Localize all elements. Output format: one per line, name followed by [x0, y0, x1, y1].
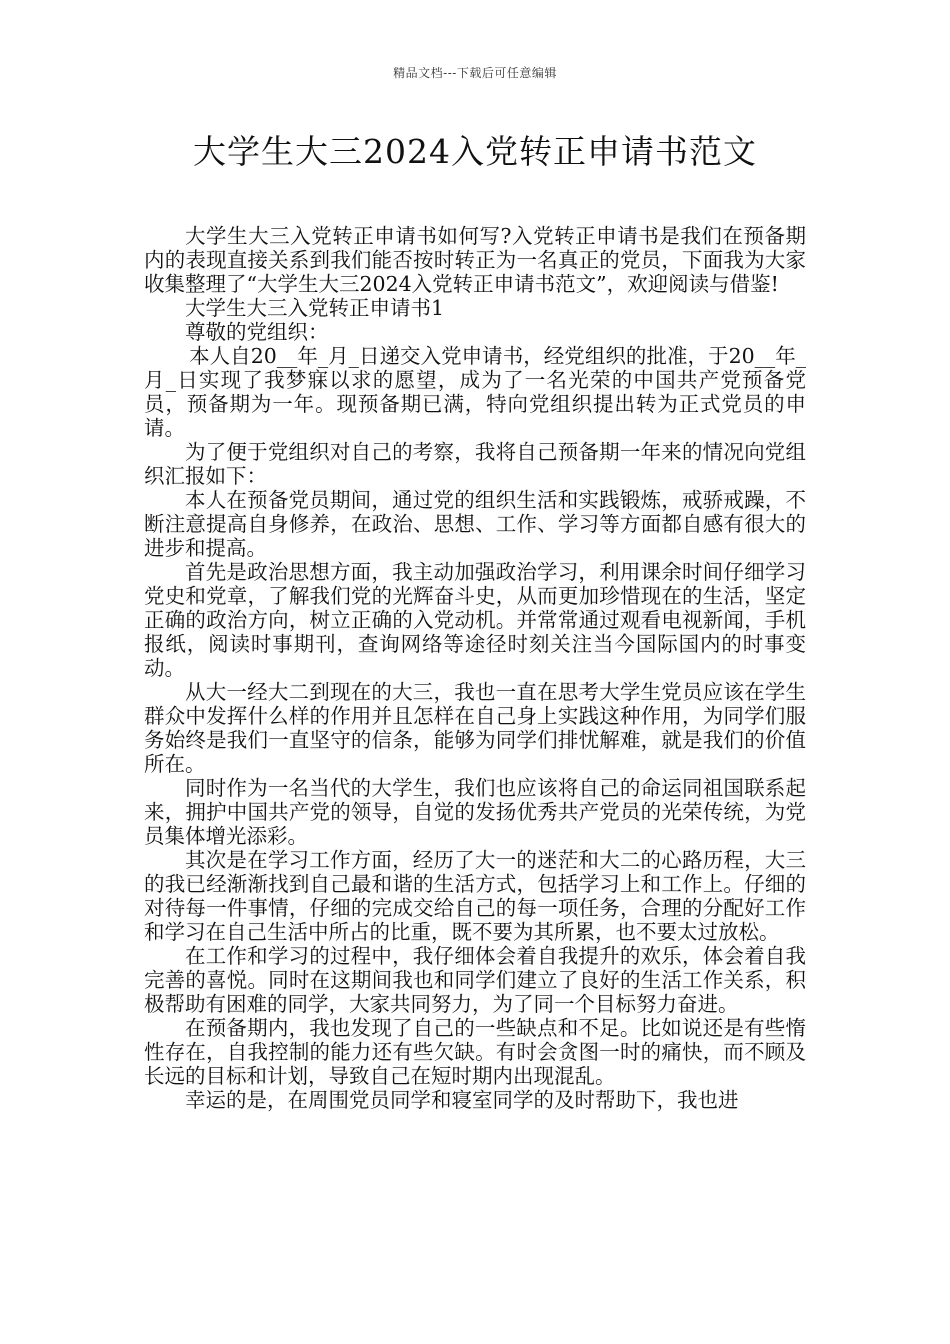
document-body [144, 224, 806, 1112]
body-paragraph: 在预备期内，我也发现了自己的一些缺点和不足。比如说还是有些惰性存在，自我控制的能力还有些欠缺。有时会贪图一时的痛快，而不顾及长远的目标和计划，导致自己在短时期内出现混乱。 [144, 1016, 806, 1088]
body-paragraph: 本人自20__年_月_日递交入党申请书，经党组织的批准，于20__年_月_日实现了我梦寐以求的愿望，成为了一名光荣的中国共产党预备党员，预备期为一年。现预备期已满，特向党组织提出转为正式党员的申请。 [144, 344, 806, 440]
body-paragraph: 从大一经大二到现在的大三，我也一直在思考大学生党员应该在学生群众中发挥什么样的作用并且怎样在自己身上实践这种作用，为同学们服务始终是我们一直坚守的信条，能够为同学们排忧解难，就是我们的价值所在。 [144, 680, 806, 776]
body-paragraph: 首先是政治思想方面，我主动加强政治学习，利用课余时间仔细学习党史和党章，了解我们党的光辉奋斗史，从而更加珍惜现在的生活，坚定正确的政治方向，树立正确的入党动机。并常常通过观看电视新闻，手机报纸，阅读时事期刊，查询网络等途径时刻关注当今国际国内的时事变动。 [144, 560, 806, 680]
intro-paragraph: 大学生大三入党转正申请书如何写?入党转正申请书是我们在预备期内的表现直接关系到我们能否按时转正为一名真正的党员，下面我为大家收集整理了“大学生大三2024入党转正申请书范文”，欢迎阅读与借鉴! [144, 224, 806, 296]
body-paragraph: 幸运的是，在周围党员同学和寝室同学的及时帮助下，我也进 [185, 1088, 739, 1112]
body-paragraph: 同时作为一名当代的大学生，我们也应该将自己的命运同祖国联系起来，拥护中国共产党的领导，自觉的发扬优秀共产党员的光荣传统，为党员集体增光添彩。 [144, 776, 806, 848]
body-paragraph: 为了便于党组织对自己的考察，我将自己预备期一年来的情况向党组织汇报如下： [144, 440, 806, 488]
body-paragraph: 在工作和学习的过程中，我仔细体会着自我提升的欢乐，体会着自我完善的喜悦。同时在这期间我也和同学们建立了良好的生活工作关系，积极帮助有困难的同学，大家共同努力，为了同一个目标努力奋进。 [144, 944, 806, 1016]
body-paragraph: 其次是在学习工作方面，经历了大一的迷茫和大二的心路历程，大三的我已经渐渐找到自己最和谐的生活方式，包括学习上和工作上。仔细的对待每一件事情，仔细的完成交给自己的每一项任务，合理的分配好工作和学习在自己生活中所占的比重，既不要为其所累，也不要太过放松。 [144, 848, 806, 944]
section-heading: 大学生大三入党转正申请书1 [185, 296, 445, 320]
header-note: 精品文档---下载后可任意编辑 [393, 66, 557, 80]
document-title: 大学生大三2024入党转正申请书范文 [193, 132, 757, 171]
salutation: 尊敬的党组织： [185, 320, 329, 344]
body-paragraph: 本人在预备党员期间，通过党的组织生活和实践锻炼，戒骄戒躁，不断注意提高自身修养，在政治、思想、工作、学习等方面都自感有很大的进步和提高。 [144, 488, 806, 560]
